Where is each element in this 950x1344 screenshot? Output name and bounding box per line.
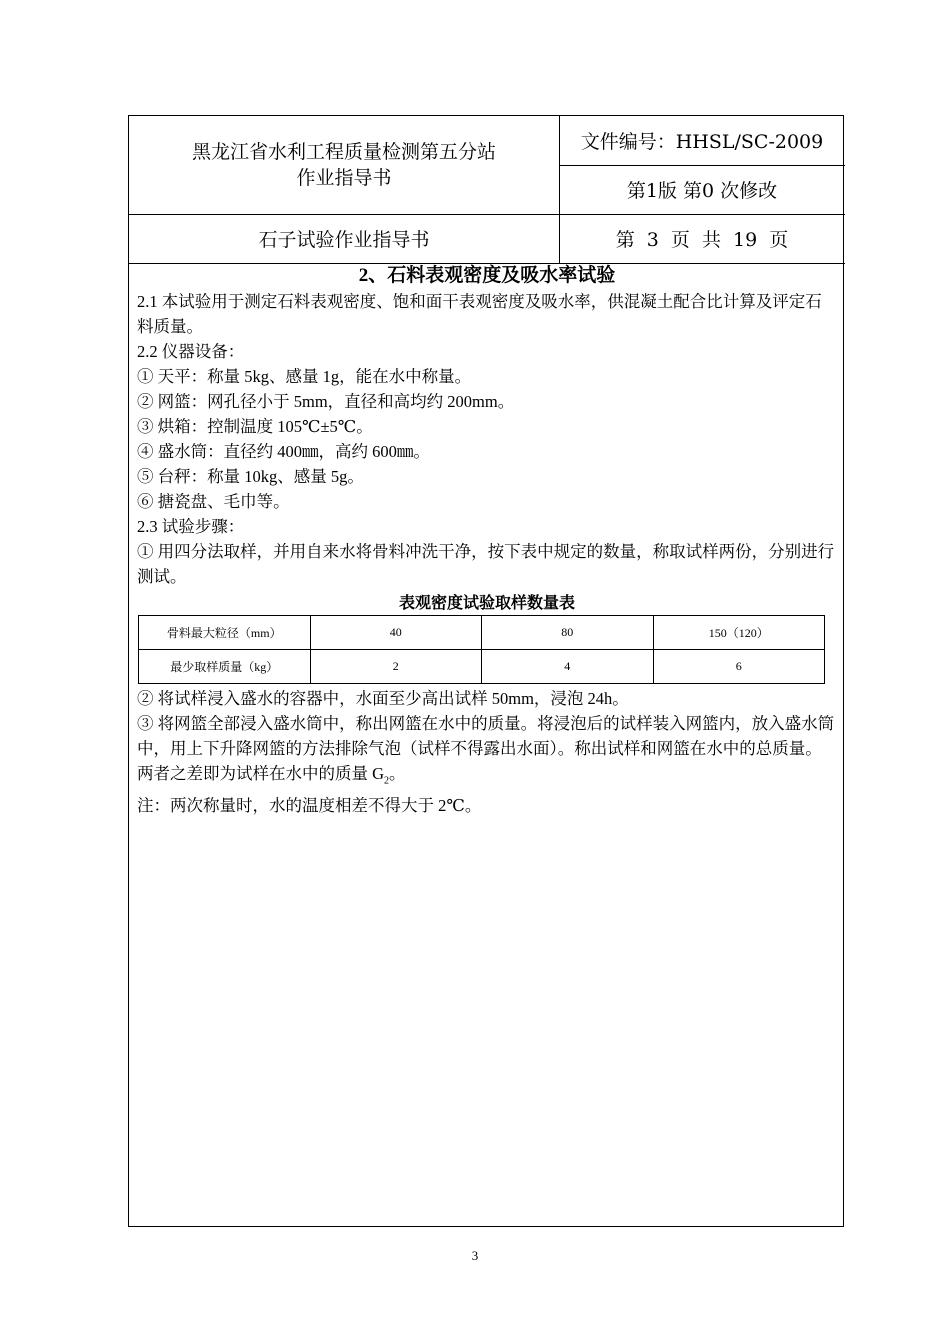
equipment-item-5: ⑤ 台秤：称量 10kg、感量 5g。 [137, 467, 364, 486]
step-3-subscript: 2 [384, 775, 390, 787]
table-cell: 6 [653, 650, 825, 684]
equipment-item-4: ④ 盛水筒：直径约 400㎜，高约 600㎜。 [137, 442, 430, 461]
document-title: 石子试验作业指导书 [258, 229, 430, 251]
organization-name [129, 116, 559, 214]
equipment-item-3: ③ 烘箱：控制温度 105℃±5℃。 [137, 417, 373, 436]
document-frame [128, 115, 844, 1227]
sample-quantity-table [138, 615, 825, 684]
header-divider-h2 [129, 214, 845, 215]
table-row [139, 650, 825, 684]
step-1: ① 用四分法取样，并用自来水将骨料冲洗干净，按下表中规定的数量，称取试样两份，分别进行测试。 [137, 542, 835, 586]
org-line-1: 黑龙江省水利工程质量检测第五分站 [191, 141, 496, 163]
table-cell: 最少取样质量（kg） [139, 650, 311, 684]
table-cell: 80 [482, 616, 654, 650]
step-3-text: ③ 将网篮全部浸入盛水筒中，称出网篮在水中的质量。将浸泡后的试样装入网篮内，放入盛水筒中，用上下升降网篮的方法排除气泡（试样不得露出水面）。称出试样和网篮在水中的总质量。两者之差即为试样在水中的质量 G [137, 714, 835, 783]
table-title: 表观密度试验取样数量表 [398, 595, 575, 612]
content-body [137, 263, 837, 818]
page-number: 3 [471, 1248, 479, 1263]
equipment-item-6: ⑥ 搪瓷盘、毛巾等。 [137, 492, 290, 511]
page-info: 第 3 页 共 19 页 [615, 229, 789, 251]
document-number: 文件编号：HHSL/SC-2009 [580, 131, 824, 153]
header-divider-v2 [559, 214, 560, 263]
table-cell: 骨料最大粒径（mm） [139, 616, 311, 650]
note: 注：两次称量时，水的温度相差不得大于 2℃。 [137, 796, 482, 816]
step-3 [137, 711, 837, 793]
section-title: 2、石料表观密度及吸水率试验 [358, 265, 616, 286]
step-3-end: 。 [389, 764, 406, 783]
equipment-item-2: ② 网篮：网孔径小于 5mm，直径和高均约 200mm。 [137, 392, 515, 411]
table-cell: 2 [310, 650, 482, 684]
paragraph-2-1: 2.1 本试验用于测定石料表观密度、饱和面干表观密度及吸水率，供混凝土配合比计算及评定石料质量。 [137, 292, 822, 336]
step-2: ② 将试样浸入盛水的容器中，水面至少高出试样 50mm，浸泡 24h。 [137, 689, 629, 708]
table-cell: 150（120） [653, 616, 825, 650]
equipment-item-1: ① 天平：称量 5kg、感量 1g，能在水中称量。 [137, 367, 472, 386]
paragraph-2-2: 2.2 仪器设备： [137, 342, 245, 361]
table-row [139, 616, 825, 650]
paragraph-2-3: 2.3 试验步骤： [137, 517, 245, 536]
header-divider-h1 [559, 165, 845, 166]
org-line-2: 作业指导书 [296, 167, 392, 189]
version-info: 第1版 第0 次修改 [626, 180, 778, 202]
table-cell: 4 [482, 650, 654, 684]
table-cell: 40 [310, 616, 482, 650]
